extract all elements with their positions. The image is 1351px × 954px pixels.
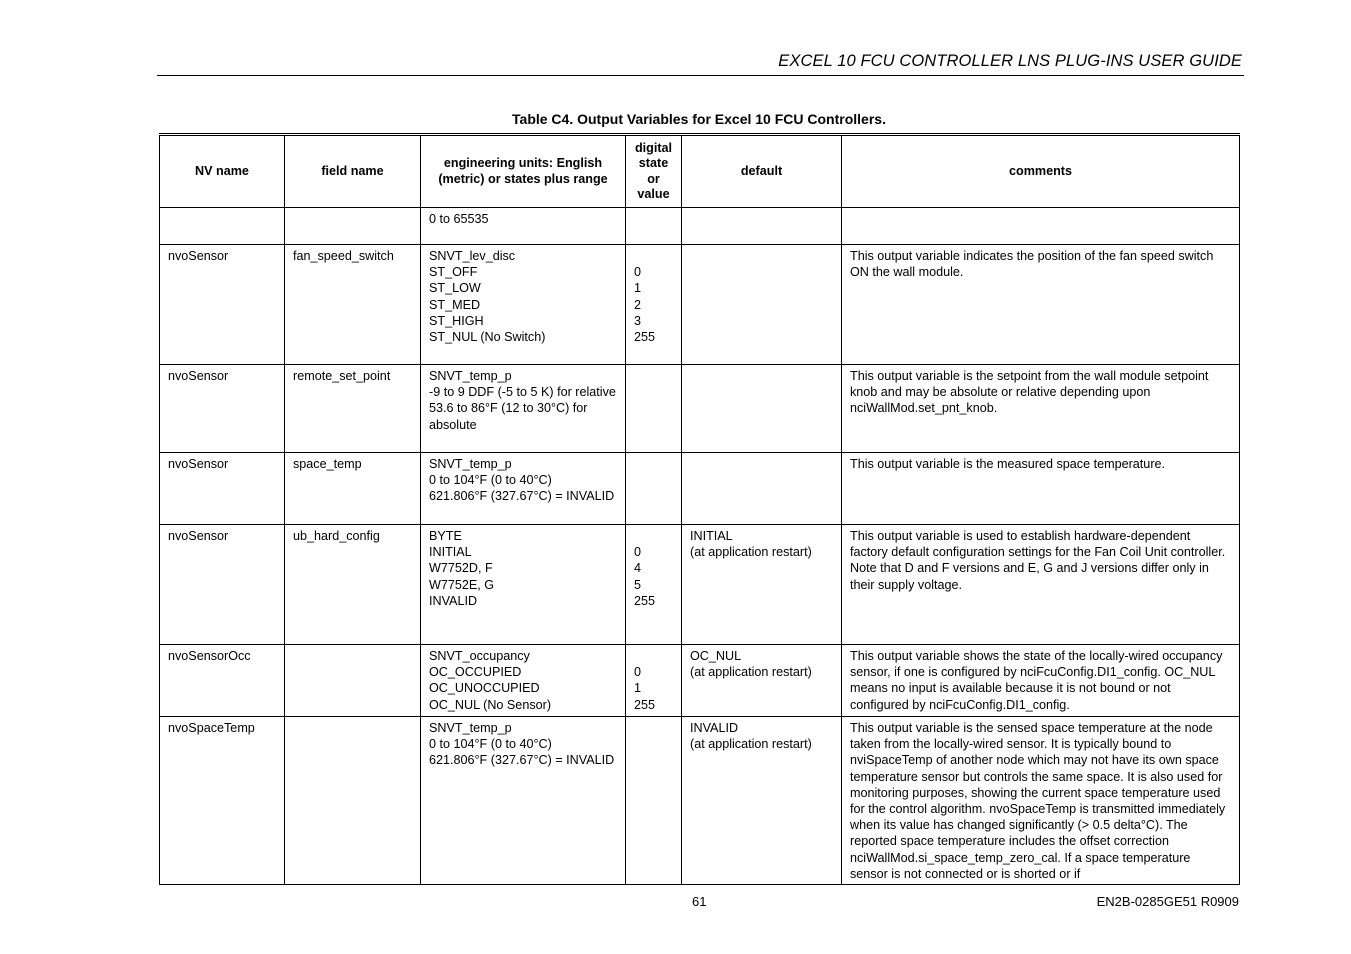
table-row — [160, 453, 1240, 525]
cell-digital-state-line: 1 — [634, 281, 642, 296]
cell-default — [682, 717, 842, 885]
cell-engineering-units — [421, 208, 626, 245]
cell-digital-state-line — [634, 528, 673, 544]
cell-digital-state — [626, 645, 682, 717]
cell-nv-name — [160, 208, 285, 245]
column-header-comments: comments — [842, 135, 1240, 208]
cell-default-line: (at application restart) — [690, 545, 812, 560]
table-row — [160, 645, 1240, 717]
cell-engineering-units-line: 0 to 65535 — [429, 212, 489, 226]
cell-field-name: space_temp — [285, 453, 421, 525]
column-header-digital-state: digital state or value — [626, 135, 682, 208]
cell-default-line: (at application restart) — [690, 665, 812, 680]
cell-field-name — [285, 645, 421, 717]
document-header-title: EXCEL 10 FCU CONTROLLER LNS PLUG-INS USER GUIDE — [778, 52, 1242, 70]
cell-engineering-units-line: SNVT_occupancy — [429, 649, 530, 663]
cell-engineering-units-line: BYTE — [429, 529, 462, 543]
cell-default-line: INITIAL — [690, 529, 733, 543]
cell-digital-state-line: 2 — [634, 297, 642, 312]
cell-nv-name: nvoSensor — [160, 365, 285, 453]
cell-comments: This output variable indicates the position of the fan speed switch ON the wall module. — [842, 245, 1240, 365]
cell-default — [682, 453, 842, 525]
cell-default — [682, 365, 842, 453]
cell-digital-state-line: 3 — [634, 313, 642, 328]
table-row — [160, 525, 1240, 645]
cell-digital-state — [626, 365, 682, 453]
cell-digital-state-line: 0 — [634, 545, 642, 560]
cell-engineering-units-line: ST_HIGH — [429, 313, 484, 328]
cell-digital-state-line: 255 — [634, 697, 656, 712]
cell-engineering-units-line: INVALID — [429, 593, 478, 608]
header-rule — [157, 75, 1244, 76]
cell-engineering-units-line: 0 to 104°F (0 to 40°C) — [429, 737, 552, 752]
cell-engineering-units-line: 621.806°F (327.67°C) = INVALID — [429, 489, 615, 504]
table-row — [160, 717, 1240, 885]
cell-default — [682, 525, 842, 645]
cell-engineering-units-line: 621.806°F (327.67°C) = INVALID — [429, 753, 615, 768]
cell-engineering-units-line: SNVT_temp_p — [429, 457, 512, 471]
cell-digital-state-line: 5 — [634, 577, 642, 592]
cell-field-name: fan_speed_switch — [285, 245, 421, 365]
cell-default-line: OC_NUL — [690, 649, 742, 663]
table-row — [160, 365, 1240, 453]
cell-nv-name: nvoSensor — [160, 453, 285, 525]
table-row — [160, 208, 1240, 245]
cell-digital-state-line: 0 — [634, 665, 642, 680]
cell-engineering-units — [421, 365, 626, 453]
column-header-nv-name: NV name — [160, 135, 285, 208]
cell-engineering-units — [421, 645, 626, 717]
cell-comments — [842, 208, 1240, 245]
table-body — [160, 208, 1240, 885]
cell-default-line: INVALID — [690, 721, 739, 735]
cell-engineering-units — [421, 245, 626, 365]
cell-field-name — [285, 717, 421, 885]
document-code: EN2B-0285GE51 R0909 — [1096, 894, 1239, 909]
cell-engineering-units-line: 53.6 to 86°F (12 to 30°C) for absolute — [429, 401, 591, 432]
cell-default-line: (at application restart) — [690, 737, 812, 752]
table-row — [160, 245, 1240, 365]
cell-engineering-units-line: ST_OFF — [429, 265, 478, 280]
cell-nv-name: nvoSensorOcc — [160, 645, 285, 717]
table-caption: Table C4. Output Variables for Excel 10 FCU Controllers. — [512, 111, 886, 127]
cell-field-name — [285, 208, 421, 245]
cell-digital-state — [626, 245, 682, 365]
cell-nv-name: nvoSensor — [160, 525, 285, 645]
cell-default — [682, 208, 842, 245]
cell-default — [682, 245, 842, 365]
cell-default — [682, 645, 842, 717]
cell-engineering-units-line: INITIAL — [429, 545, 472, 560]
cell-engineering-units — [421, 525, 626, 645]
cell-digital-state — [626, 525, 682, 645]
cell-digital-state-line: 255 — [634, 330, 656, 345]
cell-digital-state — [626, 717, 682, 885]
cell-field-name: remote_set_point — [285, 365, 421, 453]
cell-digital-state-line: 4 — [634, 561, 642, 576]
cell-engineering-units — [421, 453, 626, 525]
cell-engineering-units-line: W7752E, G — [429, 577, 495, 592]
cell-digital-state — [626, 453, 682, 525]
cell-nv-name: nvoSensor — [160, 245, 285, 365]
cell-digital-state-line: 1 — [634, 681, 642, 696]
cell-engineering-units-line: SNVT_lev_disc — [429, 249, 516, 263]
cell-field-name: ub_hard_config — [285, 525, 421, 645]
cell-engineering-units-line: OC_OCCUPIED — [429, 665, 522, 680]
column-header-field-name: field name — [285, 135, 421, 208]
cell-digital-state-line: 0 — [634, 265, 642, 280]
cell-comments: This output variable is used to establish hardware-dependent factory default configuration settings for the Fan Coil Unit controller. Note that D and F versions and E, G and J versions differ only in their supply voltage. — [842, 525, 1240, 645]
cell-engineering-units-line: SNVT_temp_p — [429, 369, 512, 383]
cell-engineering-units — [421, 717, 626, 885]
output-variables-table — [159, 133, 1240, 885]
cell-comments: This output variable shows the state of the locally-wired occupancy sensor, if one is configured by nciFcuConfig.DI1_config. OC_NUL means no input is available because it is not bound or not configured by nciFcuConfig.DI1_config. — [842, 645, 1240, 717]
page-number: 61 — [692, 894, 707, 909]
cell-engineering-units-line: SNVT_temp_p — [429, 721, 512, 735]
cell-nv-name: nvoSpaceTemp — [160, 717, 285, 885]
cell-engineering-units-line: ST_NUL (No Switch) — [429, 330, 546, 345]
cell-digital-state — [626, 208, 682, 245]
cell-engineering-units-line: 0 to 104°F (0 to 40°C) — [429, 473, 552, 488]
cell-digital-state-line — [634, 648, 673, 664]
cell-comments: This output variable is the sensed space temperature at the node taken from the locally-wired sensor. It is typically bound to nviSpaceTemp of another node which may not have its own space temperature sensor but controls the same space. It is also used for monitoring purposes, showing the current space temperature used for the control algorithm. nvoSpaceTemp is transmitted immediately when its value has changed significantly (> 0.5 delta°C). The reported space temperature includes the offset correction nciWallMod.si_space_temp_zero_cal. If a space temperature sensor is not connected or is shorted or if — [842, 717, 1240, 885]
cell-comments: This output variable is the setpoint from the wall module setpoint knob and may be absolute or relative depending upon nciWallMod.set_pnt_knob. — [842, 365, 1240, 453]
column-header-engineering-units: engineering units: English (metric) or states plus range — [421, 135, 626, 208]
cell-comments: This output variable is the measured space temperature. — [842, 453, 1240, 525]
cell-digital-state-line — [634, 248, 673, 264]
cell-engineering-units-line: OC_NUL (No Sensor) — [429, 697, 552, 712]
cell-engineering-units-line: -9 to 9 DDF (-5 to 5 K) for relative — [429, 385, 616, 400]
cell-digital-state-line: 255 — [634, 593, 656, 608]
cell-engineering-units-line: OC_UNOCCUPIED — [429, 681, 540, 696]
column-header-default: default — [682, 135, 842, 208]
cell-engineering-units-line: ST_LOW — [429, 281, 481, 296]
cell-engineering-units-line: W7752D, F — [429, 561, 493, 576]
table-header-row — [160, 135, 1240, 208]
cell-engineering-units-line: ST_MED — [429, 297, 481, 312]
